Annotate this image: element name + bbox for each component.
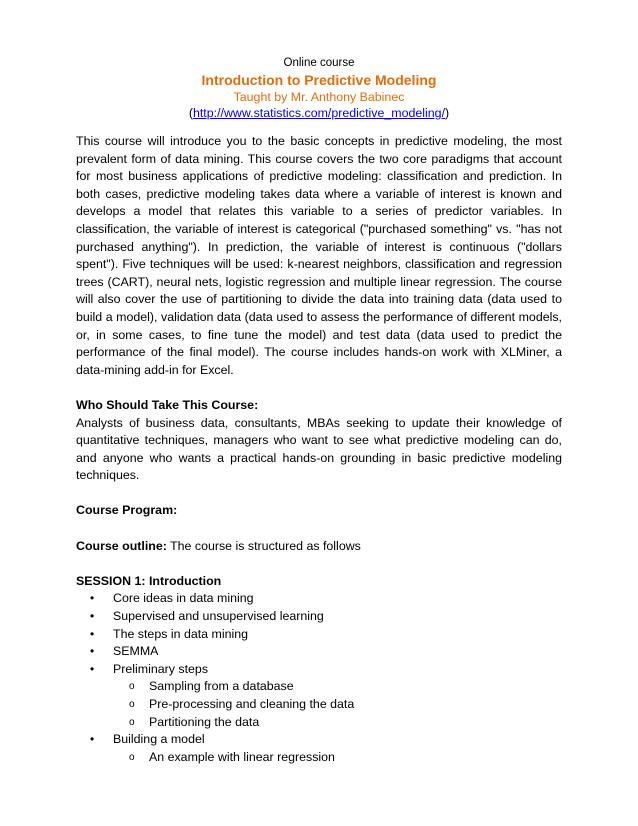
sub-list-item [113, 749, 562, 767]
outline-line [76, 538, 562, 556]
list-item [76, 661, 562, 731]
bullet-icon: • [90, 609, 95, 624]
intro-paragraph: This course will introduce you to the basic concepts in predictive modeling, the most prevalent form of data mining. This course covers the two core paradigms that account for most business applications of predictive modeling: classification and prediction. In both cases, predictive modeling takes data where a variable of interest is known and develops a model that relates this variable to a series of predictor variables. In classification, the variable of interest is categorical ("purchased something" vs. "has not purchased anything"). In prediction, the variable of interest is continuous ("dollars spent"). Five techniques will be used: k-nearest neighbors, classification and regression trees (CART), neural nets, logistic regression and multiple linear regression. The course will also cover the use of partitioning to divide the data into training data (data used to build a model), validation data (data used to assess the performance of different models, or, in some cases, to fine tune the model) and test data (data used to predict the performance of the final model). The course includes hands-on work with XLMiner, a data-mining add-in for Excel. [76, 134, 562, 377]
bullet-icon: • [90, 732, 95, 747]
sub-list-item [113, 696, 562, 714]
bullet-icon: • [90, 661, 95, 676]
sub-list-item-text: An example with linear regression [149, 749, 335, 764]
url-open-paren: ( [188, 106, 193, 120]
course-title: Introduction to Predictive Modeling [201, 72, 437, 88]
bullet-icon: • [90, 626, 95, 641]
course-url-line [76, 105, 562, 121]
who-heading: Who Should Take This Course: [76, 397, 259, 412]
bullet-icon: • [90, 591, 95, 606]
course-url-link[interactable]: http://www.statistics.com/predictive_modeling/ [192, 106, 446, 120]
sub-list-item-text: Pre-processing and cleaning the data [149, 697, 355, 711]
who-paragraph: Analysts of business data, consultants, MBAs seeking to update their knowledge of quantitative techniques, managers who want to see what predictive modeling can do, and anyone who wants a practical hands-on grounding in basic predictive modeling techniques. [76, 415, 562, 483]
building-sublist [113, 749, 562, 767]
sub-bullet-icon: o [129, 751, 135, 763]
spacer [76, 520, 562, 538]
sub-bullet-icon: o [129, 716, 135, 728]
list-item-text: The steps in data mining [113, 626, 248, 641]
sub-list-item-text: Partitioning the data [149, 714, 260, 729]
session1-heading: SESSION 1: Introduction [76, 573, 222, 588]
list-item-text: Building a model [113, 732, 205, 747]
list-item [76, 731, 562, 766]
list-item [76, 590, 562, 608]
outline-text: The course is structured as follows [166, 538, 361, 553]
sub-bullet-icon: o [129, 699, 135, 710]
course-kicker: Online course [283, 57, 355, 69]
document-page [76, 56, 562, 766]
list-item-text: Core ideas in data mining [113, 591, 254, 606]
list-item-text: Supervised and unsupervised learning [113, 609, 324, 624]
list-item [76, 608, 562, 626]
list-item-text: Preliminary steps [113, 661, 209, 676]
session1-list [76, 590, 562, 766]
sub-list-item [113, 714, 562, 732]
url-close-paren: ) [445, 106, 450, 120]
program-heading: Course Program: [76, 503, 178, 518]
sub-bullet-icon: o [129, 681, 135, 693]
sub-list-item-text: Sampling from a database [149, 679, 294, 694]
instructor-line: Taught by Mr. Anthony Babinec [233, 90, 405, 104]
list-item [76, 626, 562, 644]
list-item [76, 643, 562, 661]
sub-list-item [113, 678, 562, 696]
preliminary-sublist [113, 678, 562, 731]
bullet-icon: • [90, 644, 95, 659]
list-item-text: SEMMA [113, 644, 159, 659]
outline-label: Course outline: [76, 538, 167, 553]
